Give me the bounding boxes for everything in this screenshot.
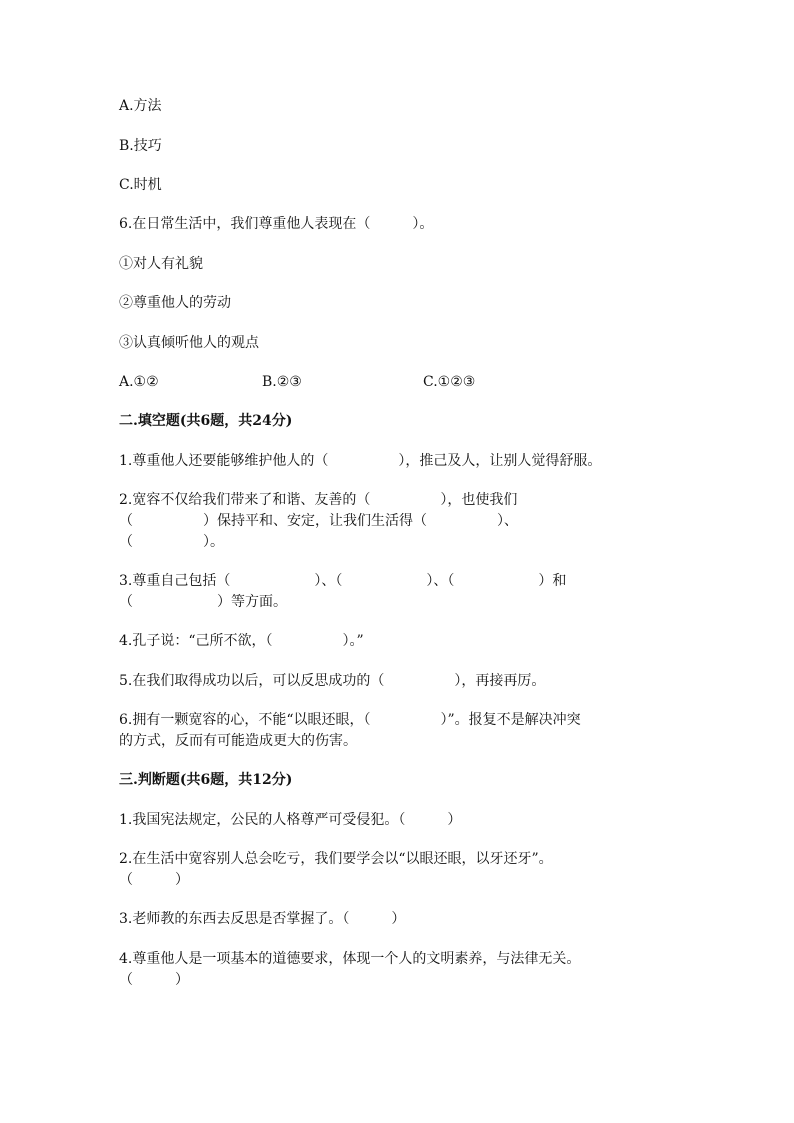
judge-question-2-line-2: （ ） — [119, 872, 189, 888]
fill-question-4: 4.孔子说：“己所不欲，（ ）。” — [119, 633, 364, 649]
section-2-heading: 二.填空题(共6题，共24分) — [119, 413, 293, 429]
fill-question-6-line-1: 6.拥有一颗宽容的心，不能“以眼还眼，（ ）”。报复不是解决冲突 — [119, 712, 581, 728]
question-6-item-2: ②尊重他人的劳动 — [119, 295, 231, 311]
option-c: C.时机 — [119, 177, 162, 193]
fill-question-2-line-2: （ ）保持平和、安定，让我们生活得（ ）、 — [119, 513, 518, 529]
question-6-choice-c: C.①②③ — [423, 374, 476, 390]
judge-question-2-line-1: 2.在生活中宽容别人总会吃亏，我们要学会以“以眼还眼，以牙还牙”。 — [119, 851, 553, 867]
option-a: A.方法 — [119, 98, 162, 114]
judge-question-4-line-1: 4.尊重他人是一项基本的道德要求，体现一个人的文明素养，与法律无关。 — [119, 951, 581, 967]
judge-question-3: 3.老师教的东西去反思是否掌握了。（ ） — [119, 911, 406, 927]
fill-question-6-line-2: 的方式，反而有可能造成更大的伤害。 — [119, 733, 357, 749]
section-3-heading: 三.判断题(共6题，共12分) — [119, 772, 293, 788]
fill-question-3-line-1: 3.尊重自己包括（ ）、（ ）、（ ）和 — [119, 573, 567, 589]
fill-question-5: 5.在我们取得成功以后，可以反思成功的（ ），再接再厉。 — [119, 673, 546, 689]
option-b: B.技巧 — [119, 138, 162, 154]
fill-question-1: 1.尊重他人还要能够维护他人的（ ），推己及人，让别人觉得舒服。 — [119, 453, 602, 469]
question-6-item-1: ①对人有礼貌 — [119, 256, 203, 272]
fill-question-2-line-3: （ ）。 — [119, 534, 224, 550]
fill-question-2-line-1: 2.宽容不仅给我们带来了和谐、友善的（ ），也使我们 — [119, 492, 518, 508]
question-6-item-3: ③认真倾听他人的观点 — [119, 335, 259, 351]
fill-question-3-line-2: （ ）等方面。 — [119, 594, 287, 610]
question-6-stem: 6.在日常生活中，我们尊重他人表现在（ ）。 — [119, 216, 434, 232]
judge-question-1: 1.我国宪法规定，公民的人格尊严可受侵犯。（ ） — [119, 812, 462, 828]
question-6-choice-b: B.②③ — [262, 374, 302, 390]
judge-question-4-line-2: （ ） — [119, 972, 189, 988]
question-6-choice-a: A.①② — [119, 374, 159, 390]
